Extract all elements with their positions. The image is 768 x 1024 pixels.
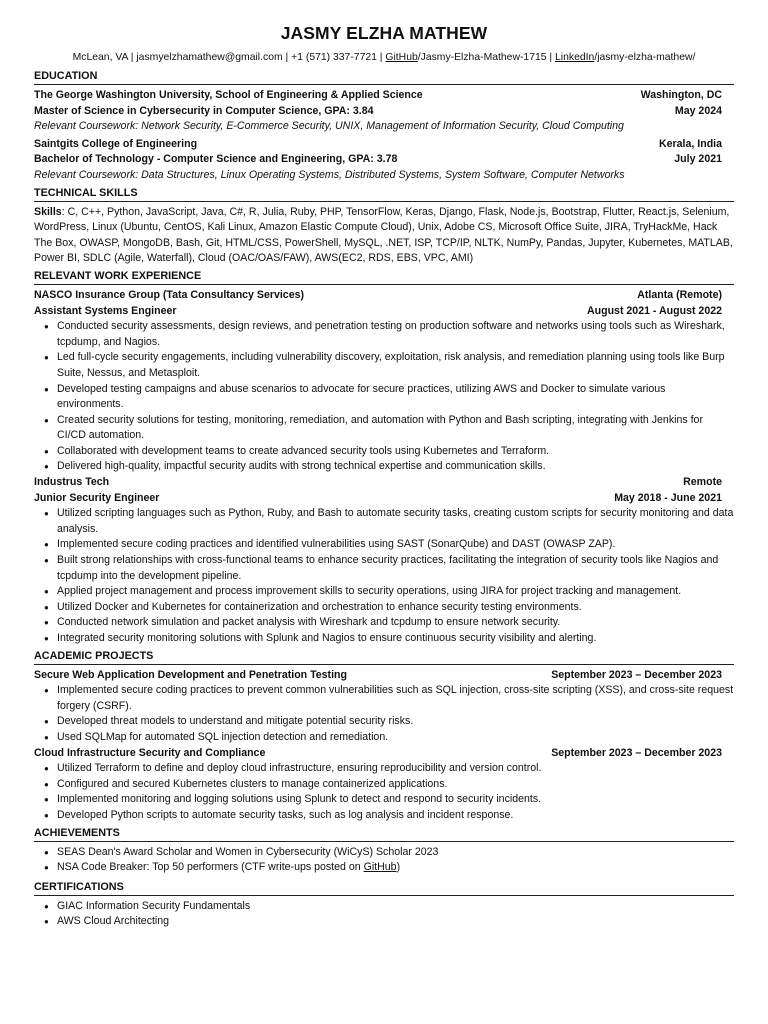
- list-item: ● Collaborated with development teams to create advanced security tools using Kubernetes and Terraform.: [57, 444, 734, 460]
- github-link[interactable]: GitHub: [385, 52, 418, 63]
- list-item: ● Developed Python scripts to automate security tasks, such as log analysis and incident response.: [57, 808, 734, 824]
- skills-label: Skills: [34, 205, 62, 218]
- github-writeups-link[interactable]: GitHub: [363, 861, 397, 874]
- company-name: Industrus Tech: [34, 476, 110, 489]
- job-date: May 2018 - June 2021: [614, 491, 722, 504]
- skills-paragraph: [34, 205, 734, 267]
- linkedin-link[interactable]: LinkedIn: [555, 52, 595, 63]
- list-item: ● Used SQLMap for automated SQL injection detection and remediation.: [57, 730, 734, 746]
- list-item: ● Applied project management and process improvement skills to security operations, using JIRA for project tracking and management.: [57, 584, 734, 600]
- location: McLean, VA: [72, 52, 128, 63]
- github-path: /Jasmy-Elzha-Mathew-1715: [417, 52, 547, 63]
- education-heading: EDUCATION: [34, 69, 734, 85]
- achievements-heading: ACHIEVEMENTS: [34, 826, 734, 842]
- list-item: ● Created security solutions for testing, monitoring, remediation, and automation with Python and Bash scripting, integrating with Jenkins for CI/CD automation.: [57, 413, 734, 444]
- job-role: Junior Security Engineer: [34, 491, 160, 504]
- achievement-text: NSA Code Breaker: Top 50 performers (CTF write-ups posted on: [57, 861, 364, 874]
- job-entry: [34, 475, 734, 647]
- list-item: ● Implemented secure coding practices to prevent common vulnerabilities such as SQL injection, cross-site scripting (XSS), and cross-site request forgery (CSRF).: [57, 683, 734, 714]
- resume-name: JASMY ELZHA MATHEW: [280, 23, 488, 43]
- project-bullets: [34, 761, 734, 823]
- list-item: ● Developed threat models to understand and mitigate potential security risks.: [57, 714, 734, 730]
- project-name: Secure Web Application Development and Penetration Testing: [34, 668, 347, 681]
- achievement-text-end: ): [396, 861, 401, 874]
- company-location: Remote: [683, 476, 722, 489]
- list-item: ● Developed testing campaigns and abuse scenarios to advocate for secure practices, utilizing AWS and Docker to simulate various environments.: [57, 382, 734, 413]
- degree: Master of Science in Cybersecurity in Computer Science, GPA: 3.84: [34, 104, 374, 117]
- company-name: NASCO Insurance Group (Tata Consultancy Services): [34, 288, 305, 301]
- skills-list: : C, C++, Python, JavaScript, Java, C#, R, Julia, Ruby, PHP, TensorFlow, Keras, Django, Flask, Node.js, Bootstrap, Flutter, React.js, Selenium, WordPress, Linux (Ubuntu, CentOS, Kali Linux, Amazon Elastic Compute Cloud), Unix, Adobe CS, Microsoft Office Suite, JIRA, TryHackMe, Hack The Box, OWASP, MongoDB, Bash, Git, HTML/CSS, PowerShell, MySQL, .NET, ISP, TCP/IP, NLTK, NumPy, Pandas, Jupyter, Kubernetes, MATLAB, Power BI, SDLC (Agile, Waterfall), Cloud (OAC/OAS/FAW), AWS(EC2, RDS, EBS, VPC, AMI): [34, 205, 733, 265]
- achievements-list: [34, 845, 734, 876]
- project-date: September 2023 – December 2023: [551, 668, 722, 681]
- coursework: Relevant Coursework: Data Structures, Linux Operating Systems, Distributed Systems, System Software, Computer Networks: [34, 168, 625, 181]
- job-entry: [34, 288, 734, 475]
- email[interactable]: jasmyelzhamathew@gmail.com: [136, 52, 283, 63]
- list-item: ● AWS Cloud Architecting: [57, 914, 734, 930]
- project-bullets: [34, 683, 734, 745]
- list-item: ● GIAC Information Security Fundamentals: [57, 899, 734, 915]
- school-location: Washington, DC: [640, 89, 722, 101]
- list-item: ● Utilized Terraform to define and deploy cloud infrastructure, ensuring reproducibility and version control.: [57, 761, 734, 777]
- list-item: ● Implemented monitoring and logging solutions using Splunk to detect and respond to security incidents.: [57, 792, 734, 808]
- certifications-list: [34, 899, 734, 930]
- project-name: Cloud Infrastructure Security and Compliance: [34, 746, 266, 759]
- list-item: ● Configured and secured Kubernetes clusters to manage containerized applications.: [57, 777, 734, 793]
- list-item: ● Delivered high-quality, impactful security audits with strong technical expertise and communication skills.: [57, 459, 734, 475]
- project-entry: [34, 668, 734, 746]
- degree-date: May 2024: [674, 104, 722, 117]
- linkedin-path: /jasmy-elzha-mathew/: [594, 52, 696, 63]
- project-date: September 2023 – December 2023: [551, 746, 722, 759]
- education-entry: [34, 88, 734, 135]
- phone: +1 (571) 337-7721: [291, 52, 377, 63]
- coursework: Relevant Coursework: Network Security, E-Commerce Security, UNIX, Management of Information Security, Cloud Computing: [34, 120, 624, 133]
- certifications-heading: CERTIFICATIONS: [34, 880, 734, 896]
- list-item: ● Led full-cycle security engagements, including vulnerability discovery, exploitation, risk analysis, and remediation planning using tools like Burp Suite, Nessus, and Metasploit.: [57, 350, 734, 381]
- list-item: ● Integrated security monitoring solutions with Splunk and Nagios to ensure continuous security visibility and alerting.: [57, 631, 734, 647]
- education-entry: [34, 137, 734, 184]
- list-item: ● Implemented secure coding practices and identified vulnerabilities using SAST (SonarQube) and DAST (OWASP ZAP).: [57, 537, 734, 553]
- school-name: Saintgits College of Engineering: [34, 137, 198, 150]
- degree-date: July 2021: [674, 153, 722, 166]
- job-role: Assistant Systems Engineer: [34, 304, 177, 317]
- job-bullets: [34, 506, 734, 646]
- list-item: ● Conducted security assessments, design reviews, and penetration testing on production software and networks using tools such as Wireshark, tcpdump, and Nagios.: [57, 319, 734, 350]
- list-item: ● Utilized scripting languages such as Python, Ruby, and Bash to automate security tasks, creating custom scripts for security monitoring and data analysis.: [57, 506, 734, 537]
- skills-heading: TECHNICAL SKILLS: [34, 186, 734, 202]
- list-item: [57, 860, 734, 876]
- project-entry: [34, 746, 734, 824]
- list-item: ● Conducted network simulation and packet analysis with Wireshark and tcpdump to ensure network security.: [57, 615, 734, 631]
- experience-heading: RELEVANT WORK EXPERIENCE: [34, 269, 734, 285]
- list-item: ● Built strong relationships with cross-functional teams to enhance security practices, facilitating the integration of security tools like Nagios and tcpdump into the development pipeline.: [57, 553, 734, 584]
- degree: Bachelor of Technology - Computer Science and Engineering, GPA: 3.78: [34, 153, 398, 166]
- company-location: Atlanta (Remote): [637, 288, 722, 301]
- school-name: The George Washington University, School of Engineering & Applied Science: [34, 89, 423, 101]
- contact-line: McLean, VA | jasmyelzhamathew@gmail.com | +1 (571) 337-7721 | GitHub/Jasmy-Elzha-Mathew-1715 | LinkedIn/jasmy-elzha-mathew/: [72, 52, 696, 63]
- school-location: Kerala, India: [659, 137, 722, 150]
- list-item: ● Utilized Docker and Kubernetes for containerization and orchestration to enhance security testing environments.: [57, 600, 734, 616]
- job-date: August 2021 - August 2022: [586, 304, 722, 317]
- projects-heading: ACADEMIC PROJECTS: [34, 649, 734, 665]
- list-item: ● SEAS Dean's Award Scholar and Women in Cybersecurity (WiCyS) Scholar 2023: [57, 845, 734, 861]
- job-bullets: [34, 319, 734, 475]
